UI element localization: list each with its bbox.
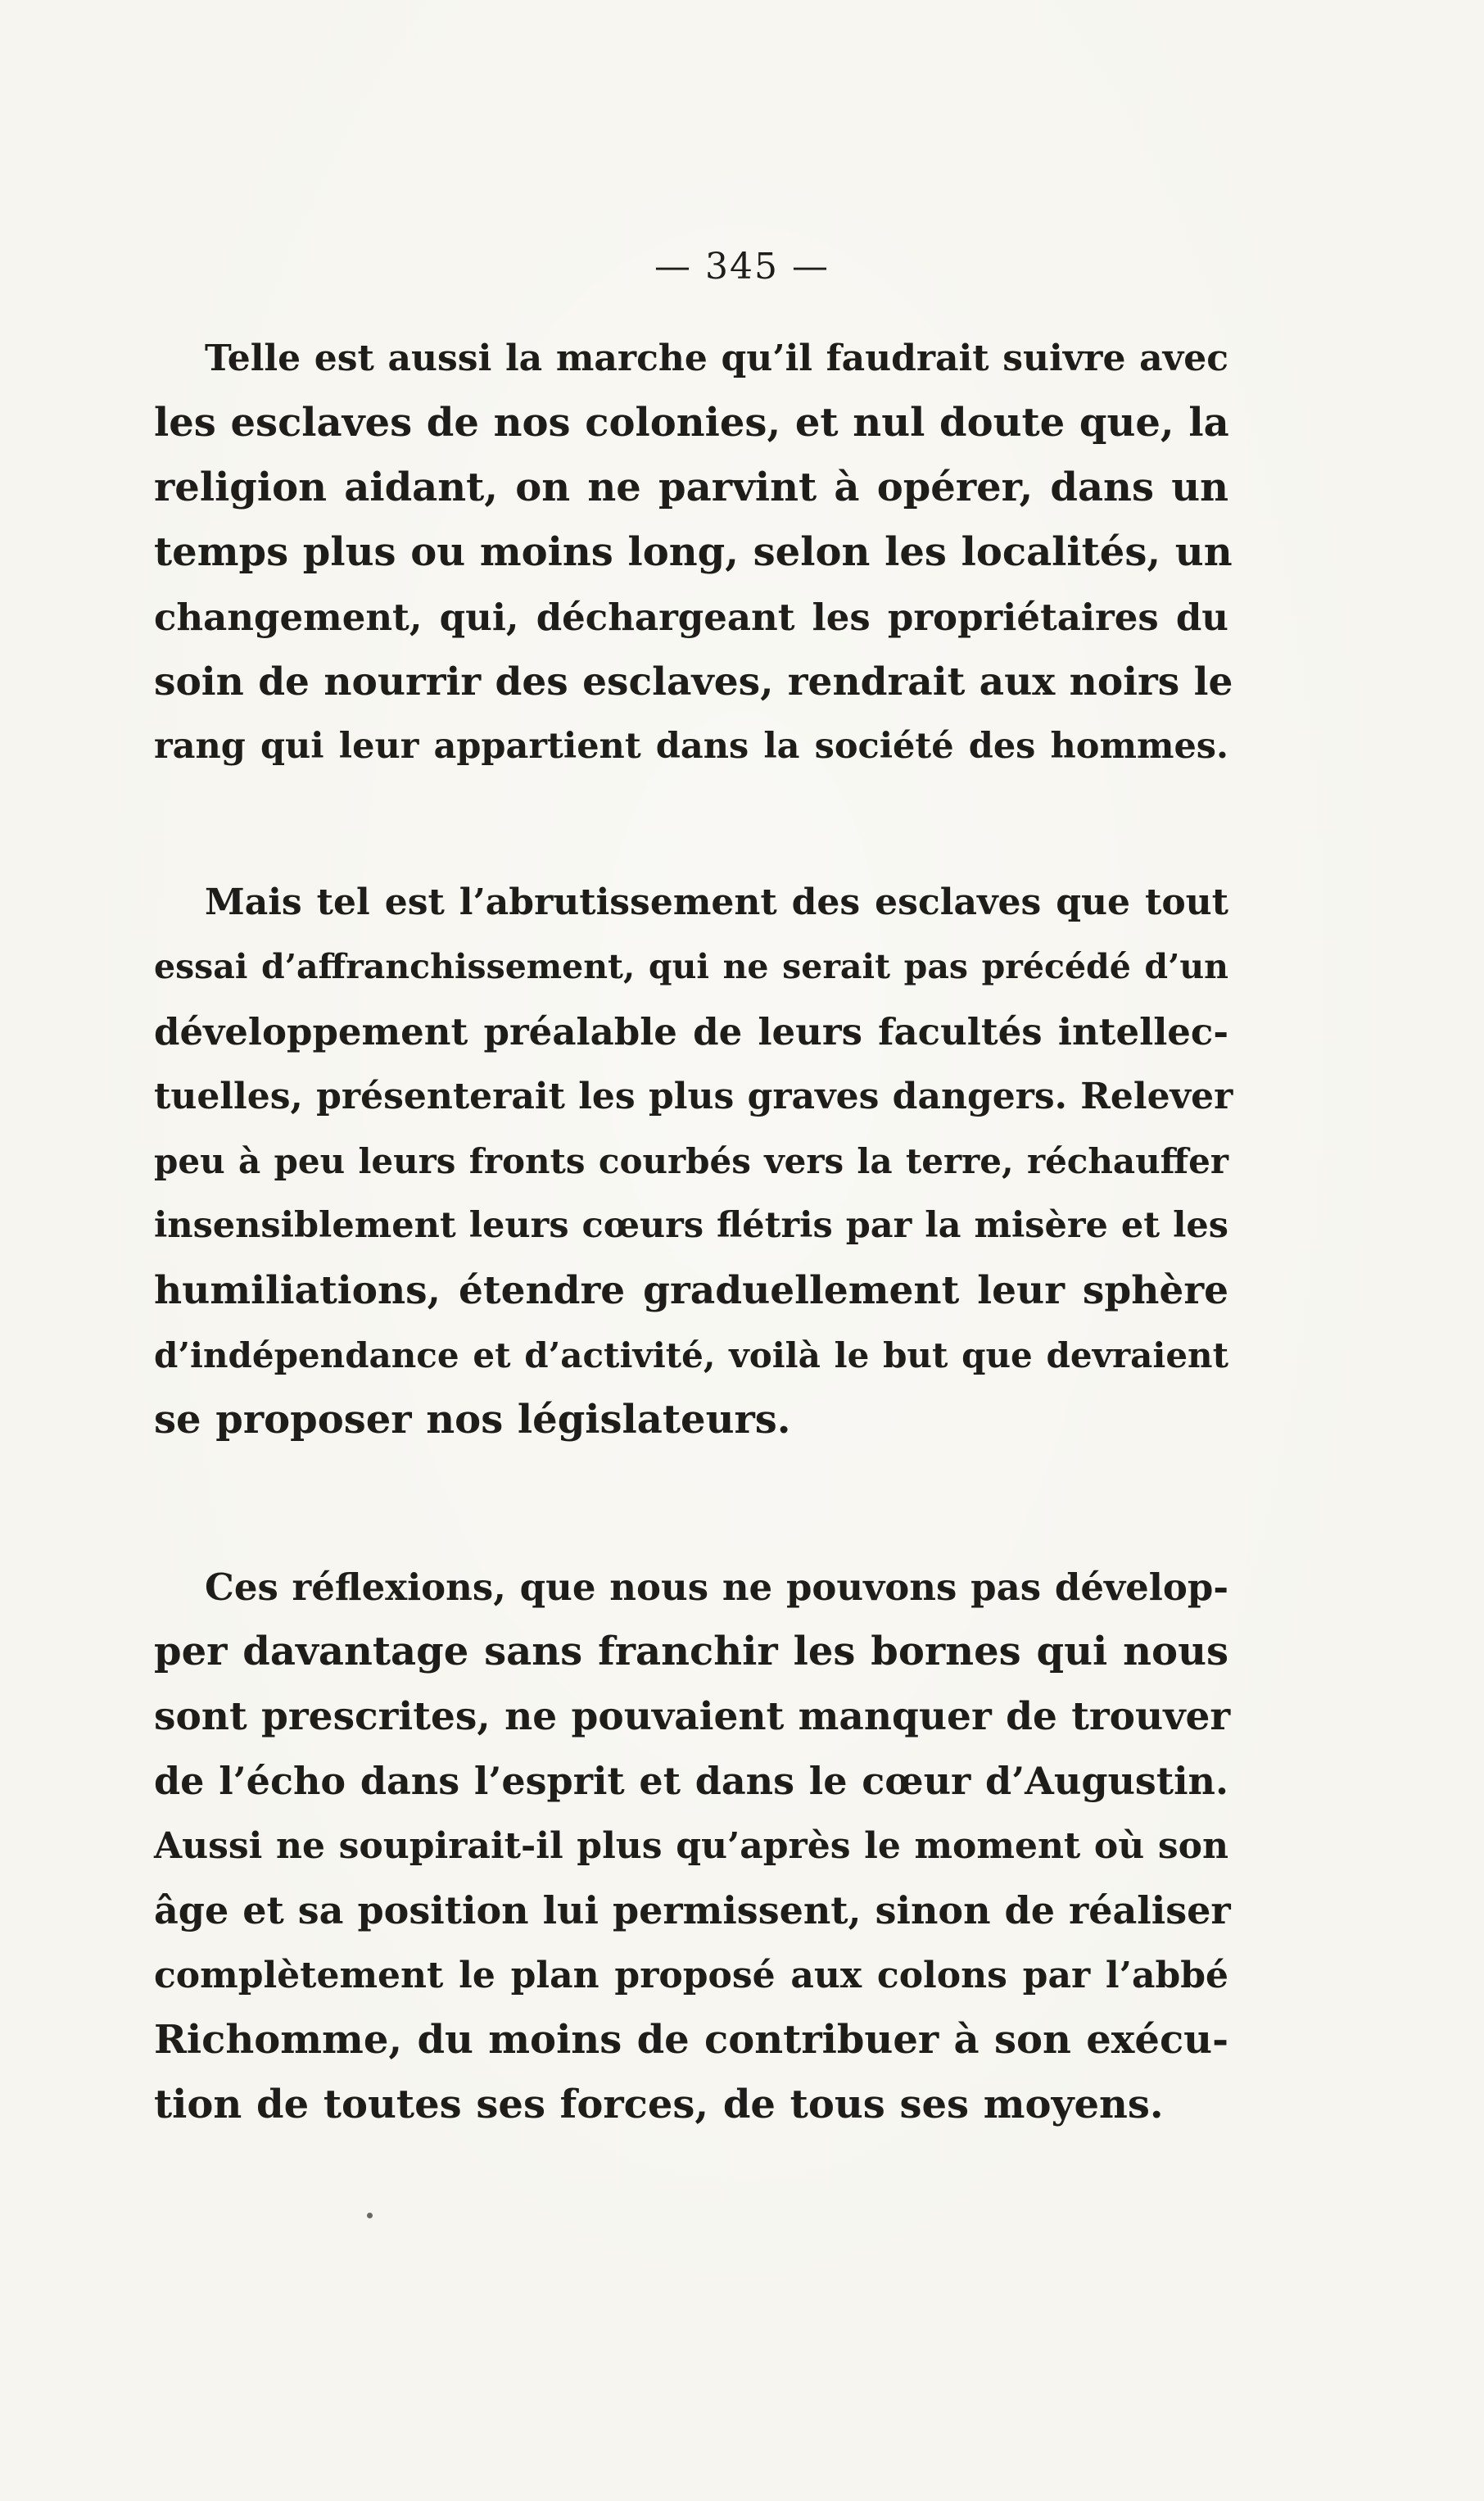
text-line: se proposer nos législateurs. bbox=[154, 1397, 791, 1443]
text-line: temps plus ou moins long, selon les localités, un bbox=[154, 529, 1233, 575]
paragraph-1 bbox=[154, 326, 1233, 779]
text-line: peu à peu leurs fronts courbés vers la terre, réchauffer bbox=[154, 1141, 1228, 1181]
text-line: de l’écho dans l’esprit et dans le cœur d’Augustin. bbox=[154, 1759, 1228, 1803]
paragraph-2 bbox=[154, 870, 1233, 1452]
text-line: âge et sa position lui permissent, sinon de réaliser bbox=[154, 1888, 1231, 1932]
text-line: tuelles, présenterait les plus graves dangers. Relever bbox=[154, 1076, 1233, 1117]
text-line: les esclaves de nos colonies, et nul doute que, la bbox=[154, 400, 1229, 446]
page-number: — 345 — bbox=[654, 246, 830, 288]
text-line: tion de toutes ses forces, de tous ses moyens. bbox=[154, 2082, 1164, 2127]
text-line: d’indépendance et d’activité, voilà le but que devraient bbox=[154, 1335, 1228, 1375]
text-line: Aussi ne soupirait-il plus qu’après le moment où son bbox=[154, 1825, 1228, 1867]
ink-speck bbox=[367, 2213, 373, 2218]
text-line: sont prescrites, ne pouvaient manquer de trouver bbox=[154, 1694, 1231, 1739]
text-line: Mais tel est l’abrutissement des esclaves que tout bbox=[205, 881, 1228, 923]
text-line: humiliations, étendre graduellement leur sphère bbox=[154, 1268, 1228, 1313]
text-line: rang qui leur appartient dans la société des hommes. bbox=[154, 726, 1228, 767]
text-line: complètement le plan proposé aux colons par l’abbé bbox=[154, 1955, 1228, 1996]
text-line: essai d’affranchissement, qui ne serait pas précédé d’un bbox=[154, 947, 1228, 986]
text-line: changement, qui, déchargeant les propriétaires du bbox=[154, 596, 1228, 639]
text-line: soin de nourrir des esclaves, rendrait aux noirs le bbox=[154, 659, 1233, 705]
text-line: Ces réflexions, que nous ne pouvons pas dévelop- bbox=[205, 1565, 1228, 1609]
text-line: Richomme, du moins de contribuer à son exécu- bbox=[154, 2017, 1228, 2063]
text-line: développement préalable de leurs facultés intellec- bbox=[154, 1010, 1228, 1053]
text-line: insensiblement leurs cœurs flétris par la misère et les bbox=[154, 1205, 1228, 1246]
paragraph-3 bbox=[154, 1555, 1231, 2137]
text-line: Telle est aussi la marche qu’il faudrait suivre avec bbox=[205, 338, 1228, 379]
text-line: per davantage sans franchir les bornes qui nous bbox=[154, 1629, 1228, 1674]
text-line: religion aidant, on ne parvint à opérer, dans un bbox=[154, 464, 1228, 510]
